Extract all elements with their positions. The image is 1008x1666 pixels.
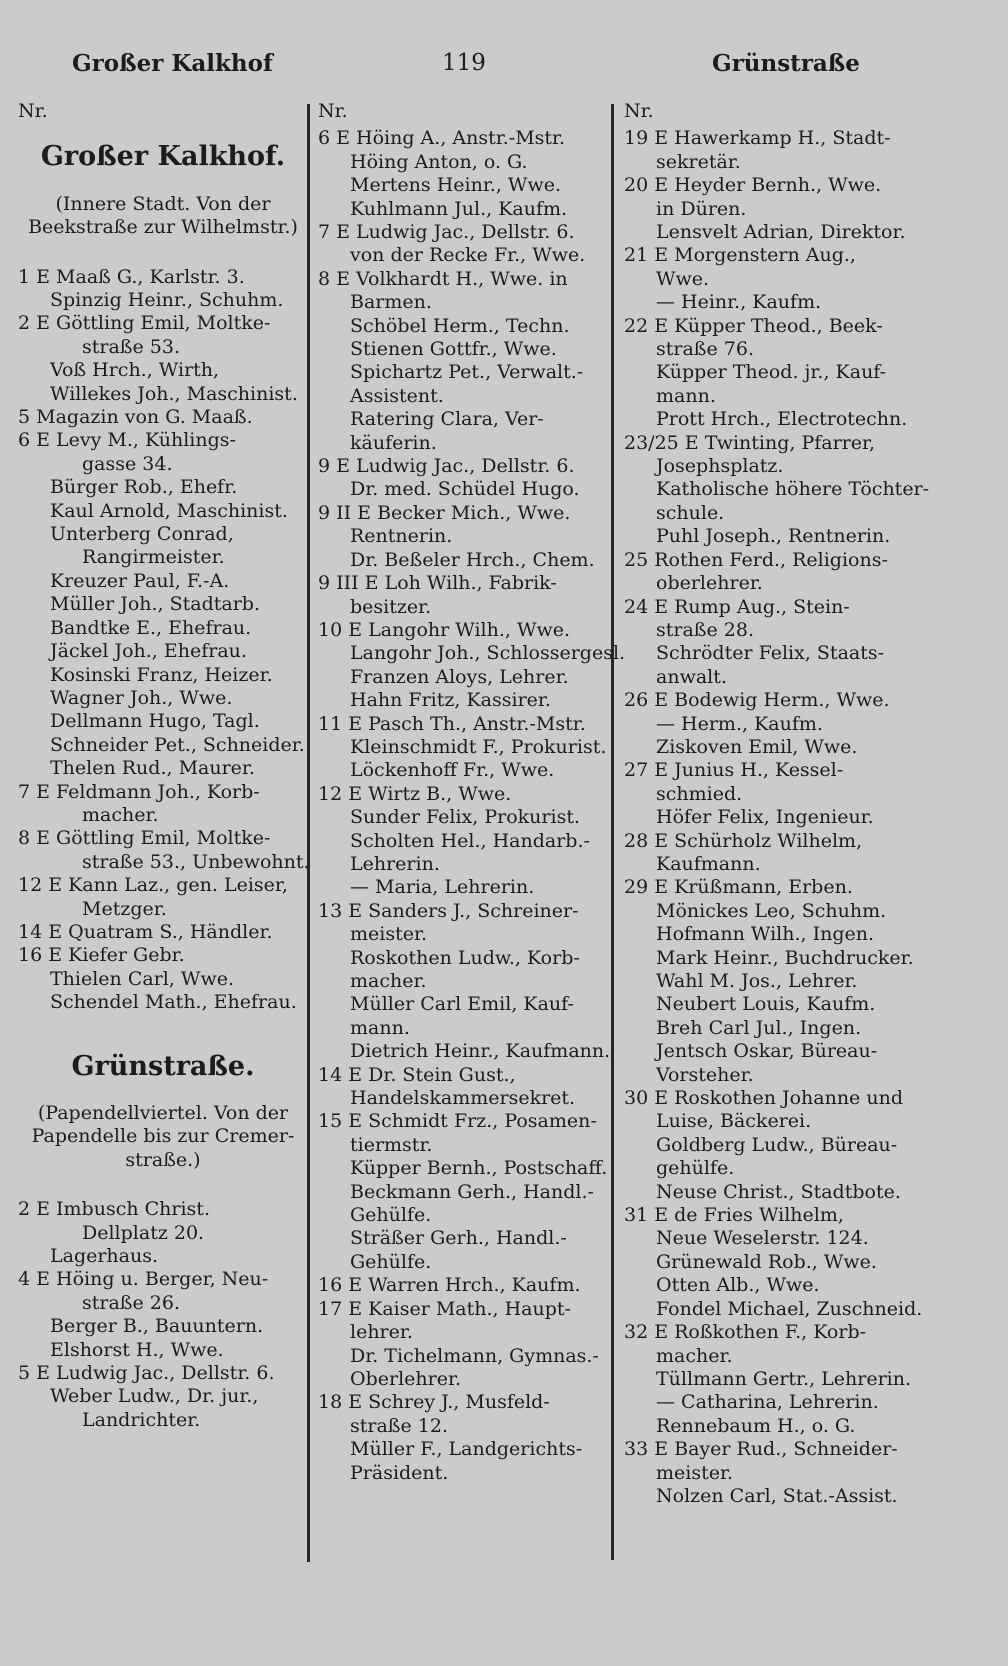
entry-line: meister.: [656, 1461, 734, 1484]
entry-line: käuferin.: [350, 431, 437, 454]
column-2: [318, 100, 626, 1485]
entry-line: Prott Hrch., Electrotechn.: [656, 408, 908, 431]
entry-line: Tüllmann Gertr., Lehrerin.: [656, 1367, 912, 1390]
entry-line: Neuse Christ., Stadtbote.: [656, 1180, 901, 1203]
entry-line: Höfer Felix, Ingenieur.: [656, 806, 874, 829]
entry-line: Beckmann Gerh., Handl.-: [350, 1180, 594, 1203]
entry-line: in Düren.: [656, 197, 747, 220]
entry-line: Thielen Carl, Wwe.: [50, 967, 235, 990]
entry-line: Dellplatz 20.: [82, 1221, 205, 1244]
entry-line: Puhl Joseph., Rentnerin.: [656, 525, 891, 548]
entry-line: 24 E Rump Aug., Stein-: [624, 595, 850, 618]
entry-line: 4 E Höing u. Berger, Neu-: [18, 1268, 269, 1291]
entry-line: straße 26.: [82, 1291, 180, 1314]
entry-line: 16 E Kiefer Gebr.: [18, 944, 185, 967]
entry-line: Müller F., Landgerichts-: [350, 1438, 583, 1461]
entry-line: Kuhlmann Jul., Kaufm.: [350, 197, 568, 220]
header-right: Grünstraße: [712, 50, 860, 77]
entry-line: 7 E Ludwig Jac., Dellstr. 6.: [318, 221, 575, 244]
entry-line: 6 E Levy M., Kühlings-: [18, 429, 236, 452]
entry-line: Unterberg Conrad,: [50, 523, 234, 546]
section-description: [18, 1102, 308, 1172]
entry-line: Schöbel Herm., Techn.: [350, 314, 570, 337]
entry-line: straße 12.: [350, 1414, 448, 1437]
entry-line: straße 53.: [82, 335, 180, 358]
entry-line: 28 E Schürholz Wilhelm,: [624, 829, 863, 852]
entry-line: 13 E Sanders J., Schreiner-: [318, 899, 579, 922]
entry-line: Ziskoven Emil, Wwe.: [656, 735, 858, 758]
entry-line: anwalt.: [656, 665, 727, 688]
entry-line: Kaul Arnold, Maschinist.: [50, 499, 288, 522]
column-1: [18, 100, 308, 1432]
entry-line: Luise, Bäckerei.: [656, 1110, 812, 1133]
entry-line: Hahn Fritz, Kassirer.: [350, 689, 551, 712]
entry-line: Dr. Beßeler Hrch., Chem.: [350, 548, 595, 571]
entry-line: schule.: [656, 501, 725, 524]
entry-line: 10 E Langohr Wilh., Wwe.: [318, 618, 571, 641]
entry-line: besitzer.: [350, 595, 432, 618]
entry-line: Metzger.: [82, 897, 167, 920]
entry-line: von der Recke Fr., Wwe.: [350, 244, 586, 267]
entry-line: 17 E Kaiser Math., Haupt-: [318, 1297, 571, 1320]
entry-line: Voß Hrch., Wirth,: [50, 359, 220, 382]
entry-line: 31 E de Fries Wilhelm,: [624, 1204, 844, 1227]
entry-line: 7 E Feldmann Joh., Korb-: [18, 780, 260, 803]
entry-line: Fondel Michael, Zuschneid.: [656, 1297, 923, 1320]
entry-line: — Heinr., Kaufm.: [656, 291, 822, 314]
entry-line: 29 E Krüßmann, Erben.: [624, 876, 853, 899]
entry-line: Rangirmeister.: [82, 546, 225, 569]
entry-line: Schneider Pet., Schneider.: [50, 733, 305, 756]
entry-line: 12 E Kann Laz., gen. Leiser,: [18, 874, 288, 897]
entry-line: Gehülfe.: [350, 1204, 432, 1227]
entry-list: [624, 127, 930, 1508]
entry-line: Spinzig Heinr., Schuhm.: [50, 289, 284, 312]
entry-line: — Maria, Lehrerin.: [350, 876, 535, 899]
entry-line: 21 E Morgenstern Aug.,: [624, 244, 856, 267]
entry-line: Müller Joh., Stadtarb.: [50, 593, 261, 616]
entry-line: 30 E Roskothen Johanne und: [624, 1087, 903, 1110]
entry-line: Breh Carl Jul., Ingen.: [656, 1016, 862, 1039]
entry-line: Handelskammersekret.: [350, 1087, 576, 1110]
entry-line: Scholten Hel., Handarb.-: [350, 829, 590, 852]
entry-line: Mertens Heinr., Wwe.: [350, 174, 562, 197]
entry-line: Gehülfe.: [350, 1250, 432, 1273]
entry-line: Sträßer Gerh., Handl.-: [350, 1227, 567, 1250]
entry-line: Berger B., Bauuntern.: [50, 1315, 264, 1338]
entry-line: 8 E Volkhardt H., Wwe. in: [318, 267, 568, 290]
entry-line: Dr. med. Schüdel Hugo.: [350, 478, 580, 501]
entry-line: Vorsteher.: [656, 1063, 754, 1086]
section-title-grosser-kalkhof: Großer Kalkhof.: [40, 141, 286, 173]
entry-line: Willekes Joh., Maschinist.: [50, 382, 298, 405]
entry-list: [318, 127, 626, 1485]
entry-line: Otten Alb., Wwe.: [656, 1274, 820, 1297]
entry-line: Rennebaum H., o. G.: [656, 1414, 856, 1437]
entry-list: [18, 1198, 308, 1432]
entry-line: Kreuzer Paul, F.-A.: [50, 569, 230, 592]
section-title-gruenstrasse: Grünstraße.: [71, 1050, 255, 1082]
description-line: Papendelle bis zur Cremer-: [31, 1125, 295, 1148]
entry-line: Goldberg Ludw., Büreau-: [656, 1133, 898, 1156]
nr-label: Nr.: [624, 100, 654, 122]
entry-line: Franzen Aloys, Lehrer.: [350, 665, 569, 688]
entry-line: 19 E Hawerkamp H., Stadt-: [624, 127, 891, 150]
entry-line: Neubert Louis, Kaufm.: [656, 993, 876, 1016]
entry-line: Assistent.: [350, 384, 444, 407]
entry-line: Mark Heinr., Buchdrucker.: [656, 946, 914, 969]
entry-line: Grünewald Rob., Wwe.: [656, 1250, 877, 1273]
entry-line: straße 53., Unbewohnt.: [82, 850, 310, 873]
entry-line: macher.: [82, 803, 159, 826]
entry-line: 18 E Schrey J., Musfeld-: [318, 1391, 550, 1414]
entry-line: Weber Ludw., Dr. jur.,: [50, 1385, 259, 1408]
entry-line: 1 E Maaß G., Karlstr. 3.: [18, 265, 245, 288]
entry-line: straße 76.: [656, 338, 754, 361]
entry-line: oberlehrer.: [656, 572, 763, 595]
entry-line: 11 E Pasch Th., Anstr.-Mstr.: [318, 712, 586, 735]
entry-line: — Herm., Kaufm.: [656, 712, 823, 735]
entry-line: — Catharina, Lehrerin.: [656, 1391, 879, 1414]
entry-line: sekretär.: [656, 150, 741, 173]
entry-line: Roskothen Ludw., Korb-: [350, 946, 580, 969]
entry-line: 25 Rothen Ferd., Religions-: [624, 548, 888, 571]
entry-line: gasse 34.: [82, 452, 173, 475]
entry-line: Lensvelt Adrian, Direktor.: [656, 221, 906, 244]
entry-line: Elshorst H., Wwe.: [50, 1338, 224, 1361]
entry-line: Lehrerin.: [350, 852, 440, 875]
entry-line: Lagerhaus.: [50, 1245, 159, 1268]
entry-line: 33 E Bayer Rud., Schneider-: [624, 1438, 898, 1461]
entry-line: 26 E Bodewig Herm., Wwe.: [624, 689, 890, 712]
entry-line: 22 E Küpper Theod., Beek-: [624, 314, 883, 337]
entry-line: Mönickes Leo, Schuhm.: [656, 899, 887, 922]
entry-line: 16 E Warren Hrch., Kaufm.: [318, 1274, 581, 1297]
description-line: straße.): [125, 1148, 201, 1171]
description-line: Beekstraße zur Wilhelmstr.): [28, 216, 298, 239]
nr-label: Nr.: [318, 100, 348, 122]
section-description: [18, 193, 308, 240]
entry-line: 14 E Dr. Stein Gust.,: [318, 1063, 516, 1086]
entry-line: Höing Anton, o. G.: [350, 150, 528, 173]
entry-line: lehrer.: [350, 1321, 413, 1344]
entry-list: [18, 266, 308, 1015]
entry-line: Wahl M. Jos., Lehrer.: [656, 970, 858, 993]
description-line: (Papendellviertel. Von der: [37, 1102, 289, 1125]
entry-line: Küpper Bernh., Postschaff.: [350, 1157, 608, 1180]
entry-line: macher.: [350, 970, 427, 993]
entry-line: Jentsch Oskar, Büreau-: [656, 1040, 878, 1063]
entry-line: Schrödter Felix, Staats-: [656, 642, 885, 665]
entry-line: Bandtke E., Ehefrau.: [50, 616, 252, 639]
entry-line: Löckenhoff Fr., Wwe.: [350, 759, 555, 782]
entry-line: Ratering Clara, Ver-: [350, 408, 544, 431]
entry-line: 14 E Quatram S., Händler.: [18, 920, 273, 943]
entry-line: Nolzen Carl, Stat.-Assist.: [656, 1484, 898, 1507]
entry-line: schmied.: [656, 782, 743, 805]
entry-line: Langohr Joh., Schlossergesl.: [350, 642, 626, 665]
entry-line: 9 III E Loh Wilh., Fabrik-: [318, 572, 557, 595]
entry-line: Spichartz Pet., Verwalt.-: [350, 361, 584, 384]
header-left: Großer Kalkhof: [72, 50, 273, 77]
entry-line: Stienen Gottfr., Wwe.: [350, 338, 557, 361]
entry-line: 2 E Imbusch Christ.: [18, 1198, 210, 1221]
entry-line: 5 E Ludwig Jac., Dellstr. 6.: [18, 1362, 275, 1385]
entry-line: Dietrich Heinr., Kaufmann.: [350, 1040, 611, 1063]
entry-line: Kleinschmidt F., Prokurist.: [350, 735, 607, 758]
entry-line: Sunder Felix, Prokurist.: [350, 806, 580, 829]
entry-line: 9 E Ludwig Jac., Dellstr. 6.: [318, 455, 575, 478]
entry-line: Dellmann Hugo, Tagl.: [50, 710, 260, 733]
description-line: (Innere Stadt. Von der: [55, 192, 271, 215]
entry-line: 8 E Göttling Emil, Moltke-: [18, 827, 271, 850]
entry-line: 12 E Wirtz B., Wwe.: [318, 782, 512, 805]
entry-line: Dr. Tichelmann, Gymnas.-: [350, 1344, 599, 1367]
entry-line: meister.: [350, 923, 428, 946]
entry-line: 27 E Junius H., Kessel-: [624, 759, 844, 782]
entry-line: Neue Weselerstr. 124.: [656, 1227, 869, 1250]
entry-line: 9 II E Becker Mich., Wwe.: [318, 501, 571, 524]
entry-line: straße 28.: [656, 618, 754, 641]
entry-line: Bürger Rob., Ehefr.: [50, 476, 238, 499]
entry-line: mann.: [350, 1016, 410, 1039]
entry-line: Rentnerin.: [350, 525, 453, 548]
entry-line: Jäckel Joh., Ehefrau.: [50, 640, 247, 663]
page-number: 119: [442, 50, 486, 76]
entry-line: 5 Magazin von G. Maaß.: [18, 406, 253, 429]
nr-label: Nr.: [18, 100, 48, 122]
entry-line: mann.: [656, 384, 716, 407]
entry-line: 6 E Höing A., Anstr.-Mstr.: [318, 127, 566, 150]
entry-line: Schendel Math., Ehefrau.: [50, 991, 297, 1014]
entry-line: macher.: [656, 1344, 733, 1367]
entry-line: Wagner Joh., Wwe.: [50, 686, 233, 709]
entry-line: Wwe.: [656, 267, 710, 290]
entry-line: 20 E Heyder Bernh., Wwe.: [624, 174, 882, 197]
entry-line: Josephsplatz.: [656, 455, 784, 478]
entry-line: 32 E Roßkothen F., Korb-: [624, 1321, 867, 1344]
entry-line: Hofmann Wilh., Ingen.: [656, 923, 875, 946]
column-3: [624, 100, 930, 1508]
entry-line: Küpper Theod. jr., Kauf-: [656, 361, 887, 384]
entry-line: tiermstr.: [350, 1133, 433, 1156]
entry-line: Präsident.: [350, 1461, 449, 1484]
entry-line: Katholische höhere Töchter-: [656, 478, 930, 501]
entry-line: 15 E Schmidt Frz., Posamen-: [318, 1110, 597, 1133]
entry-line: Barmen.: [350, 291, 432, 314]
entry-line: Thelen Rud., Maurer.: [50, 757, 255, 780]
entry-line: Landrichter.: [82, 1408, 201, 1431]
entry-line: 2 E Göttling Emil, Moltke-: [18, 312, 271, 335]
entry-line: Oberlehrer.: [350, 1367, 461, 1390]
entry-line: 23/25 E Twinting, Pfarrer,: [624, 431, 876, 454]
entry-line: Kaufmann.: [656, 852, 761, 875]
entry-line: gehülfe.: [656, 1157, 735, 1180]
entry-line: Kosinski Franz, Heizer.: [50, 663, 273, 686]
entry-line: Müller Carl Emil, Kauf-: [350, 993, 574, 1016]
